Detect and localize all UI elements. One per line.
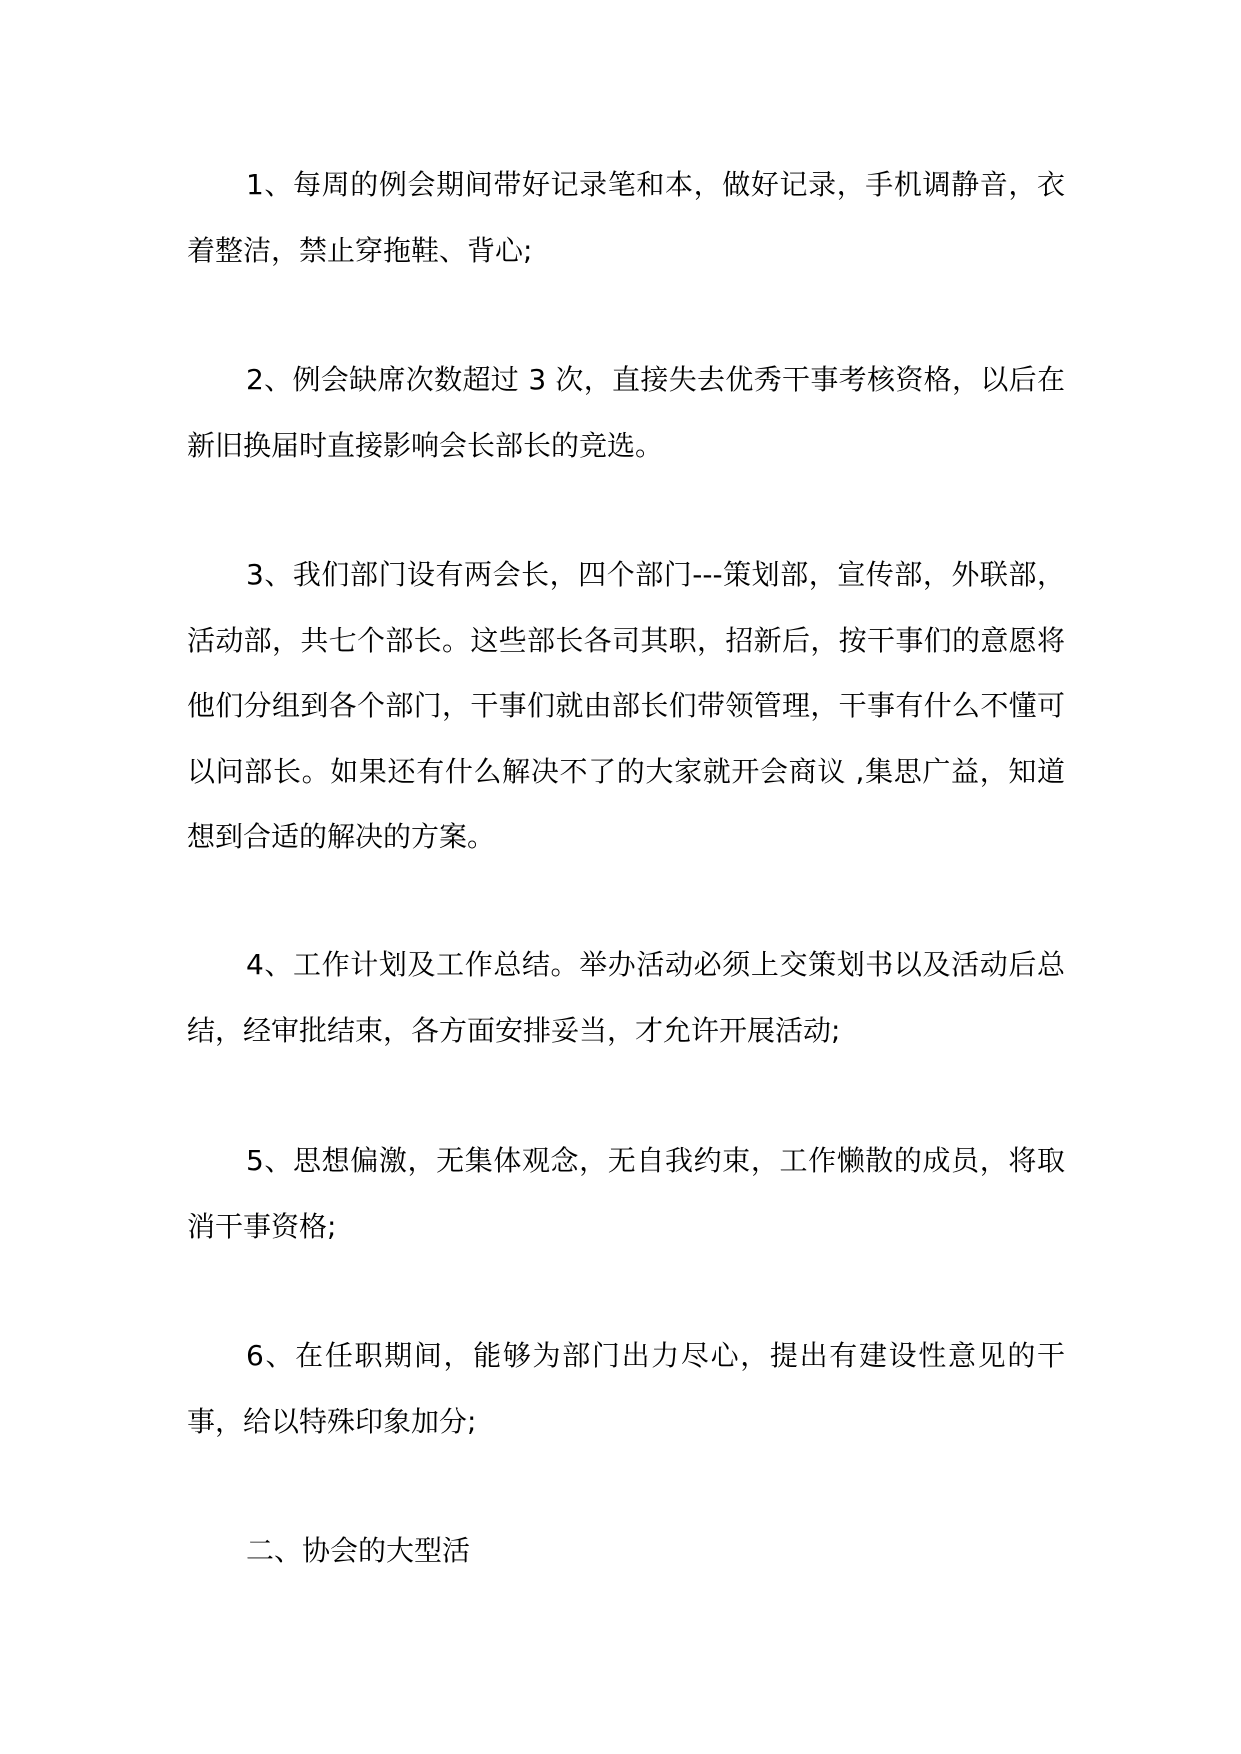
rule-paragraph-4: 4、工作计划及工作总结。举办活动必须上交策划书以及活动后总结，经审批结束，各方面安排妥当，才允许开展活动;	[187, 948, 1065, 1047]
rule-paragraph-2: 2、例会缺席次数超过 3 次，直接失去优秀干事考核资格，以后在新旧换届时直接影响会长部长的竞选。	[187, 363, 1065, 462]
rule-paragraph-1: 1、每周的例会期间带好记录笔和本，做好记录，手机调静音，衣着整洁，禁止穿拖鞋、背心;	[187, 168, 1065, 267]
rule-paragraph-6: 6、在任职期间，能够为部门出力尽心，提出有建设性意见的干事，给以特殊印象加分;	[187, 1339, 1065, 1438]
rule-paragraph-5: 5、思想偏激，无集体观念，无自我约束，工作懒散的成员，将取消干事资格;	[187, 1144, 1065, 1243]
section-heading: 二、协会的大型活	[246, 1534, 471, 1567]
rule-paragraph-3: 3、我们部门设有两会长，四个部门---策划部，宣传部，外联部，活动部，共七个部长。这些部长各司其职，招新后，按干事们的意愿将他们分组到各个部门，干事们就由部长们带领管理，干事有什么不懂可以问部长。如果还有什么解决不了的大家就开会商议 ,集思广益，知道想到合适的解决的方案。	[187, 558, 1065, 853]
